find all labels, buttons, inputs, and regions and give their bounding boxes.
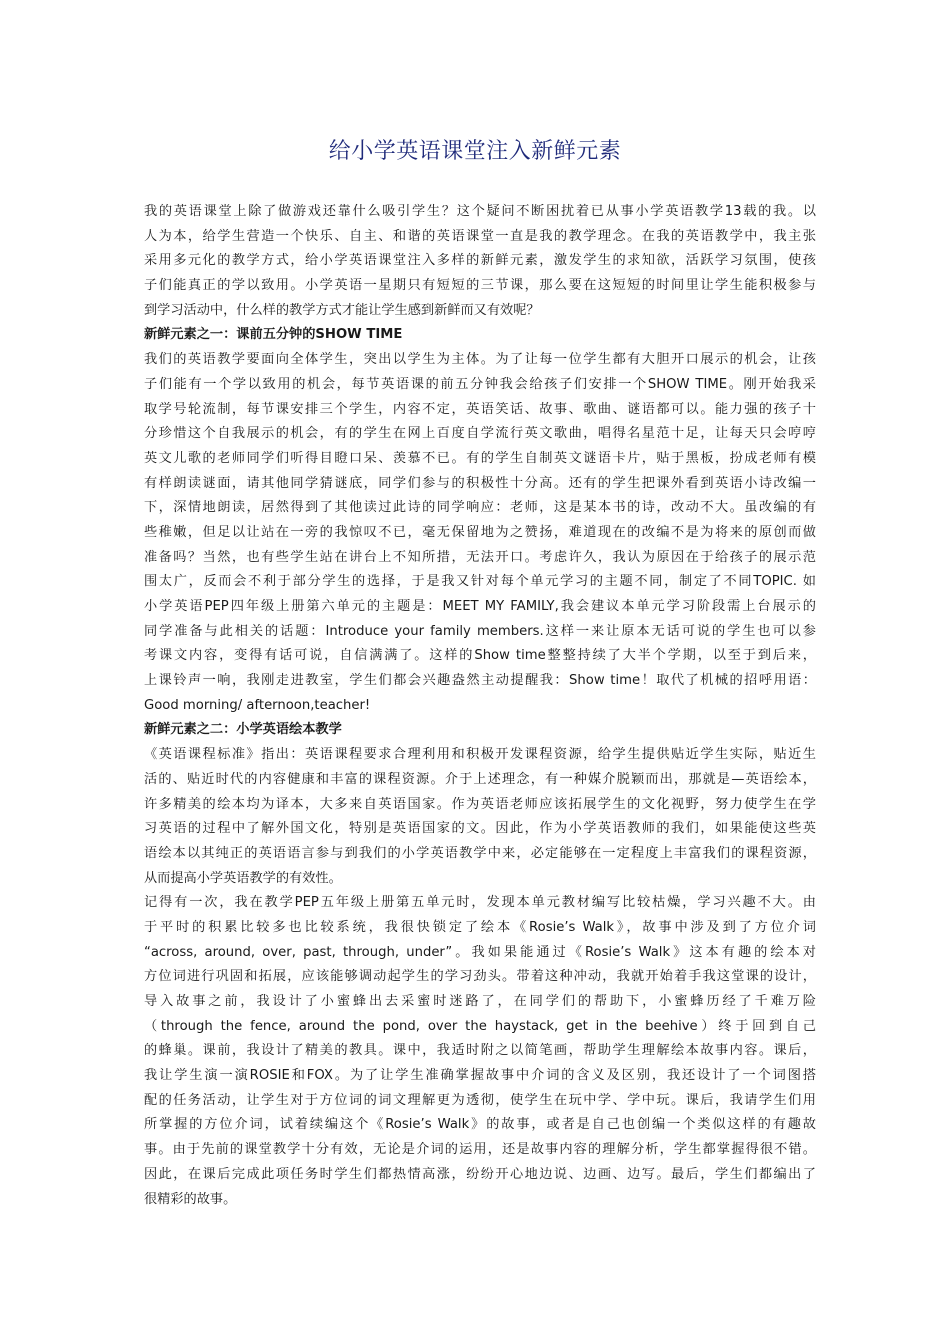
- text-line: 记得有一次，我在教学PEP五年级上册第五单元时，发现本单元教材编写比较枯燥，学习兴趣不大。由: [144, 895, 816, 911]
- text-line: 子们能真正的学以致用。小学英语一星期只有短短的三节课，那么要在这短短的时间里让学生能积极参与: [144, 278, 816, 294]
- text-line: 有样朗读谜面，请其他同学猜谜底，同学们参与的积极性十分高。还有的学生把课外看到英语小诗改编一: [144, 475, 816, 491]
- text-line: 考课文内容，变得有话可说，自信满满了。这样的Show time整整持续了大半个学期，以至于到后来，: [144, 648, 816, 664]
- text-line: 我的英语课堂上除了做游戏还靠什么吸引学生？这个疑问不断困扰着已从事小学英语教学13载的我。以: [144, 204, 816, 219]
- text-line: 些稚嫩，但足以让站在一旁的我惊叹不已，毫无保留地为之赞扬，难道现在的改编不是为将来的原创而做: [144, 524, 816, 540]
- text-line: 下，深情地朗读，居然得到了其他读过此诗的同学响应：老师，这是某本书的诗，改动不大。虽改编的有: [144, 500, 816, 516]
- text-line: Good morning/ afternoon,teacher!: [144, 697, 371, 713]
- section2-paragraph: [144, 743, 816, 891]
- text-line: 同学准备与此相关的话题：Introduce your family members.这样一来让原本无话可说的学生也可以参: [144, 623, 816, 639]
- text-line: 因此，在课后完成此项任务时学生们都热情高涨，纷纷开心地边说、边画、边写。最后，学生们都编出了: [144, 1166, 816, 1182]
- text-line: 的蜂巢。课前，我设计了精美的教具。课中，我适时附之以简笔画，帮助学生理解绘本故事内容。课后，: [144, 1043, 816, 1059]
- section-heading: 新鲜元素之一：课前五分钟的SHOW TIME: [144, 327, 403, 343]
- text-line: 人为本，给学生营造一个快乐、自主、和谐的英语课堂一直是我的教学理念。在我的英语教学中，我主张: [144, 228, 816, 244]
- text-line: 语绘本以其纯正的英语语言参与到我们的小学英语教学中来，必定能够在一定程度上丰富我们的课程资源，: [144, 845, 816, 861]
- text-line: 英文儿歌的老师同学们听得目瞪口呆、羡慕不已。有的学生自制英文谜语卡片，贴于黑板，扮成老师有模: [144, 450, 816, 466]
- text-line: 从而提高小学英语教学的有效性。: [144, 870, 342, 886]
- text-line: 到学习活动中，什么样的教学方式才能让学生感到新鲜而又有效呢？: [144, 302, 540, 318]
- text-line: “across, around, over, past, through, under”。我如果能通过《Rosie’s Walk》这本有趣的绘本对: [144, 944, 816, 960]
- text-line: 配的任务活动，让学生对于方位词的词文理解更为透彻，使学生在玩中学、学中玩。课后，我请学生们用: [144, 1092, 816, 1108]
- text-line: （through the fence, around the pond, over the haystack, get in the beehive）终于回到自己: [144, 1018, 816, 1034]
- text-line: 事。由于先前的课堂教学十分有效，无论是介词的运用，还是故事内容的理解分析，学生都掌握得很不错。: [144, 1142, 816, 1158]
- text-line: 准备吗？当然，也有些学生站在讲台上不知所措，无法开口。考虑许久，我认为原因在于给孩子的展示范: [144, 549, 816, 565]
- section3-paragraph: [144, 891, 816, 1212]
- text-line: 活的、贴近时代的内容健康和丰富的课程资源。介于上述理念，有一种媒介脱颖而出，那就是—英语绘本，: [144, 771, 816, 787]
- text-line: 上课铃声一响，我刚走进教室，学生们都会兴趣盎然主动提醒我：Show time！取代了机械的招呼用语：: [144, 673, 816, 689]
- text-line: 所掌握的方位介词，试着续编这个《Rosie’s Walk》的故事，或者是自己也创编一个类似这样的有趣故: [144, 1117, 816, 1133]
- section1-paragraph: [144, 348, 816, 718]
- text-line: 分珍惜这个自我展示的机会，有的学生在网上百度自学流行英文歌曲，唱得名星范十足，让每天只会哼哼: [144, 426, 816, 442]
- text-line: 我让学生演一演ROSIE和FOX。为了让学生准确掌握故事中介词的含义及区别，我还设计了一个词图搭: [144, 1068, 816, 1084]
- document-title: 给小学英语课堂注入新鲜元素: [328, 139, 622, 164]
- text-line: 于平时的积累比较多也比较系统，我很快锁定了绘本《Rosie’s Walk》，故事中涉及到了方位介词: [144, 919, 816, 935]
- document-body: [144, 200, 816, 1212]
- text-line: 我们的英语教学要面向全体学生，突出以学生为主体。为了让每一位学生都有大胆开口展示的机会，让孩: [144, 352, 816, 368]
- text-line: 围太广，反而会不利于部分学生的选择，于是我又针对每个单元学习的主题不同，制定了不同TOPIC. 如: [144, 574, 816, 590]
- text-line: 方位词进行巩固和拓展，应该能够调动起学生的学习劲头。带着这种冲动，我就开始着手我这堂课的设计，: [144, 969, 816, 985]
- text-line: 小学英语PEP四年级上册第六单元的主题是：MEET MY FAMILY,我会建议本单元学习阶段需上台展示的: [144, 599, 816, 614]
- text-line: 许多精美的绘本均为译本，大多来自英语国家。作为英语老师应该拓展学生的文化视野，努力使学生在学: [144, 796, 816, 812]
- text-line: 很精彩的故事。: [144, 1191, 237, 1207]
- section-heading: 新鲜元素之二：小学英语绘本教学: [144, 722, 342, 738]
- text-line: 导入故事之前，我设计了小蜜蜂出去采蜜时迷路了，在同学们的帮助下，小蜜蜂历经了千难万险: [144, 994, 816, 1009]
- text-line: 习英语的过程中了解外国文化，特别是英语国家的文。因此，作为小学英语教师的我们，如果能使这些英: [144, 821, 816, 837]
- text-line: 子们能有一个学以致用的机会，每节英语课的前五分钟我会给孩子们安排一个SHOW TIME。刚开始我采: [144, 376, 816, 392]
- text-line: 取学号轮流制，每节课安排三个学生，内容不定，英语笑话、故事、歌曲、谜语都可以。能力强的孩子十: [144, 401, 816, 417]
- text-line: 《英语课程标准》指出：英语课程要求合理利用和积极开发课程资源，给学生提供贴近学生实际，贴近生: [144, 747, 816, 763]
- text-line: 采用多元化的教学方式，给小学英语课堂注入多样的新鲜元素，激发学生的求知欲，活跃学习氛围，使孩: [144, 253, 816, 269]
- intro-paragraph: [144, 200, 816, 323]
